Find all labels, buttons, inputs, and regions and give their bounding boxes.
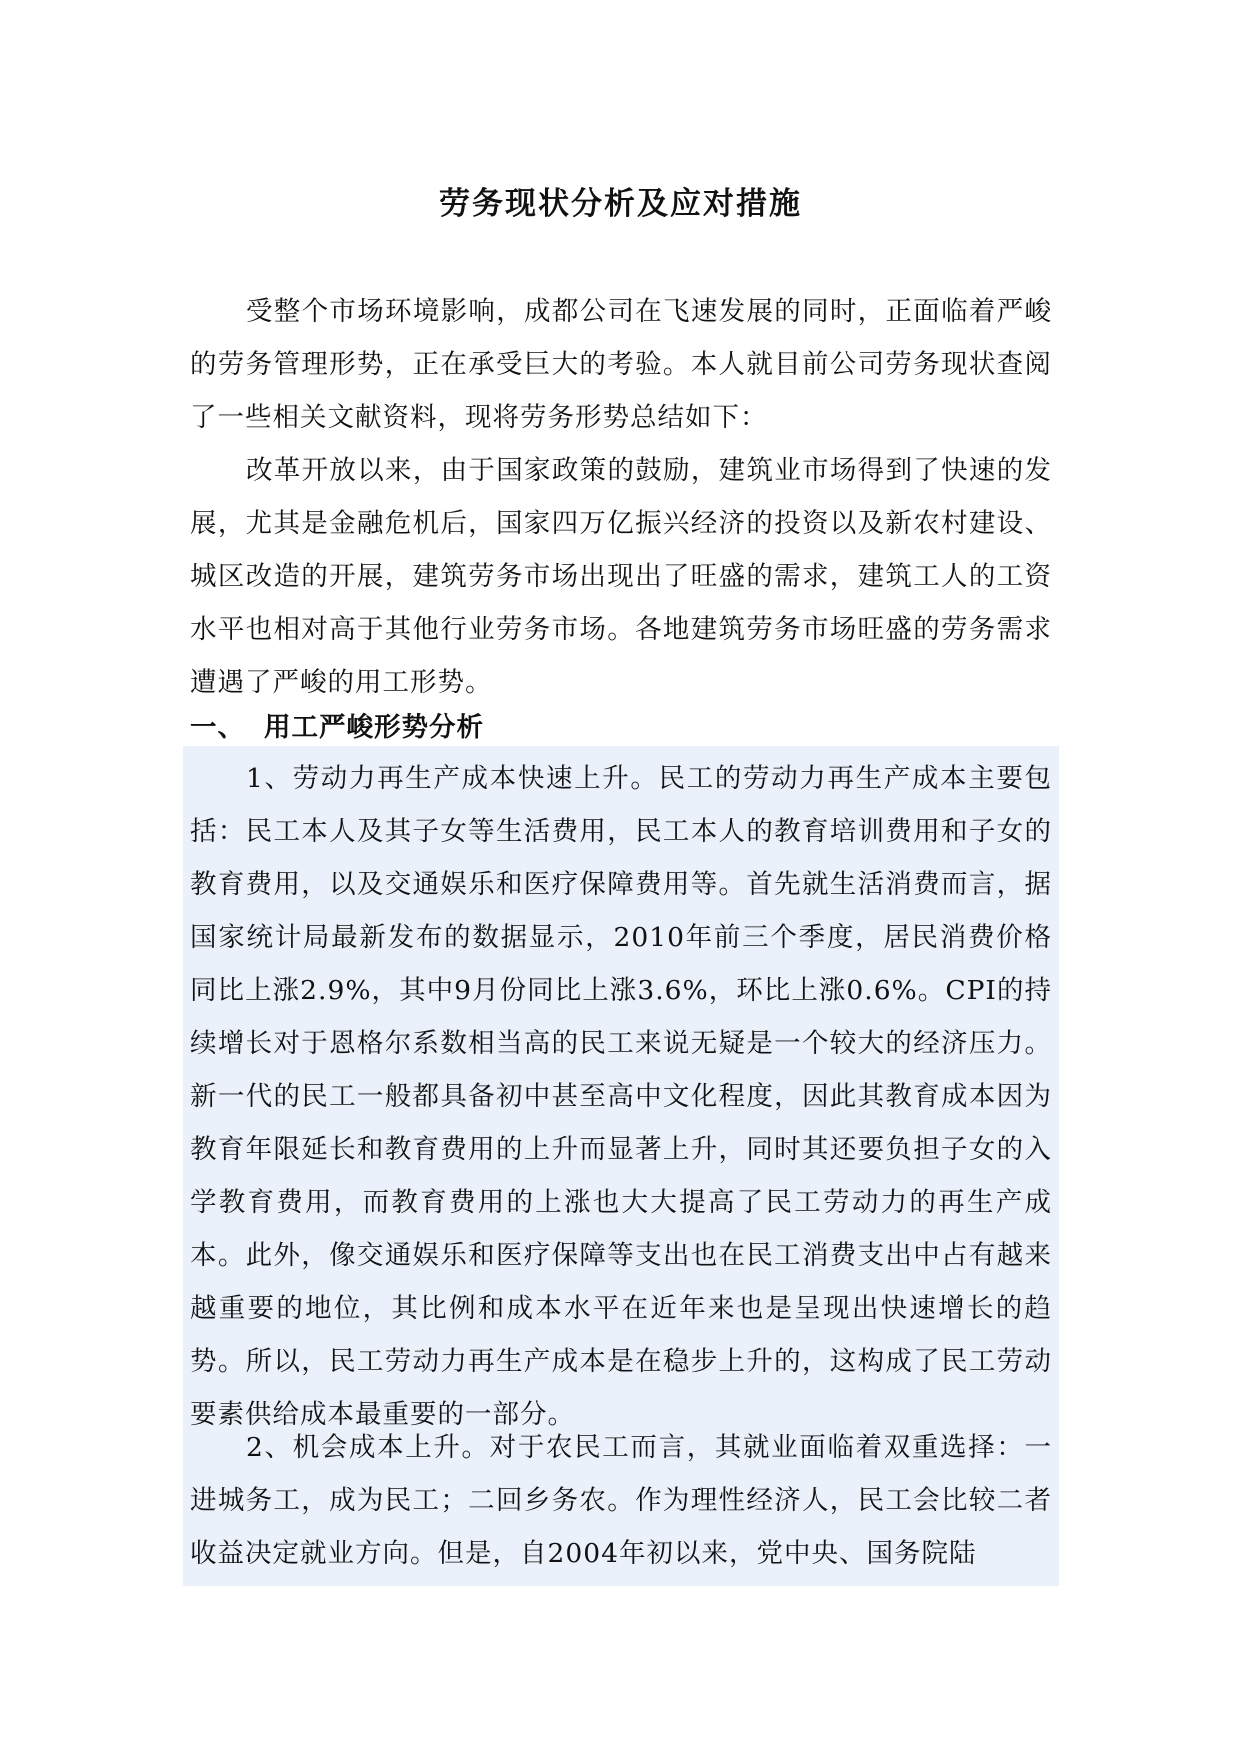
section-paragraph-2: 2、机会成本上升。对于农民工而言，其就业面临着双重选择：一进城务工，成为民工；二回乡务农。作为理性经济人，民工会比较二者收益决定就业方向。但是，自2004年初以来，党中央、国务院陆 (190, 1432, 1052, 1569)
section-title: 用工严峻形势分析 (264, 712, 484, 743)
intro-paragraph: 受整个市场环境影响，成都公司在飞速发展的同时，正面临着严峻的劳务管理形势，正在承受巨大的考验。本人就目前公司劳务现状查阅了一些相关文献资料，现将劳务形势总结如下： (190, 296, 1052, 433)
background-paragraph: 改革开放以来，由于国家政策的鼓励，建筑业市场得到了快速的发展，尤其是金融危机后，国家四万亿振兴经济的投资以及新农村建设、城区改造的开展，建筑劳务市场出现出了旺盛的需求，建筑工人的工资水平也相对高于其他行业劳务市场。各地建筑劳务市场旺盛的劳务需求遭遇了严峻的用工形势。 (190, 455, 1052, 698)
section-heading (190, 708, 484, 748)
section-paragraph-1: 1、劳动力再生产成本快速上升。民工的劳动力再生产成本主要包括：民工本人及其子女等生活费用，民工本人的教育培训费用和子女的教育费用，以及交通娱乐和医疗保障费用等。首先就生活消费而言，据国家统计局最新发布的数据显示，2010年前三个季度，居民消费价格同比上涨2.9%，其中9月份同比上涨3.6%，环比上涨0.6%。CPI的持续增长对于恩格尔系数相当高的民工来说无疑是一个较大的经济压力。新一代的民工一般都具备初中甚至高中文化程度，因此其教育成本因为教育年限延长和教育费用的上升而显著上升，同时其还要负担子女的入学教育费用，而教育费用的上涨也大大提高了民工劳动力的再生产成本。此外，像交通娱乐和医疗保障等支出也在民工消费支出中占有越来越重要的地位，其比例和成本水平在近年来也是呈现出快速增长的趋势。所以，民工劳动力再生产成本是在稳步上升的，这构成了民工劳动要素供给成本最重要的一部分。 (190, 763, 1052, 1430)
document-title: 劳务现状分析及应对措施 (439, 185, 802, 222)
section-number: 一、 (190, 712, 245, 743)
